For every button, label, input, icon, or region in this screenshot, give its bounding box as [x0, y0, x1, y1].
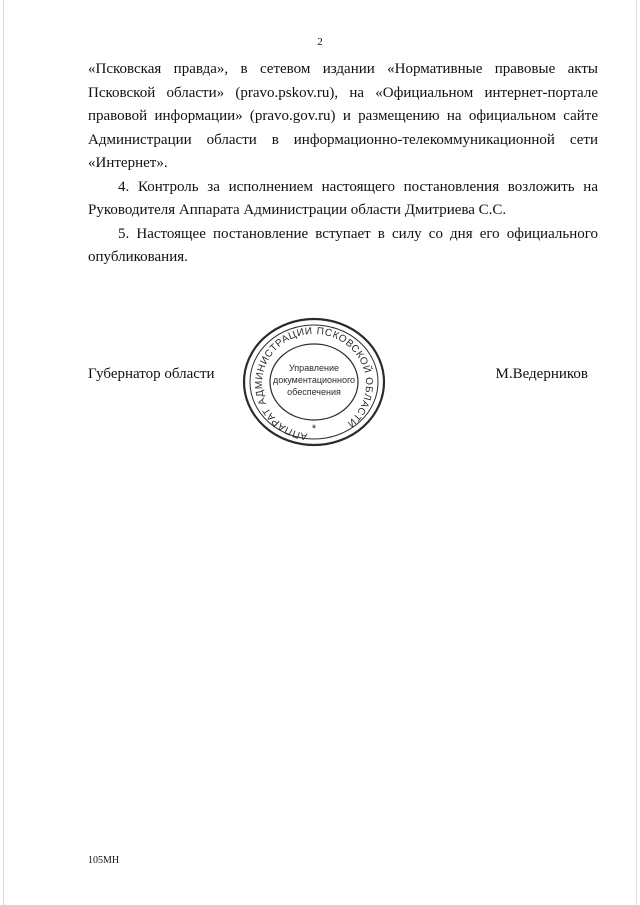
page-number: 2	[317, 36, 323, 48]
signatory-title: Губернатор области	[88, 366, 215, 382]
signatory-name: М.Ведерников	[495, 366, 588, 382]
paragraph-item-5: 5. Настоящее постановление вступает в силу со дня его официального опубликования.	[88, 225, 598, 265]
paragraph-item-4: 4. Контроль за исполнением настоящего постановления возложить на Руководителя Аппарата Администрации области Дмитриева С.С.	[88, 178, 598, 218]
stamp-inner-line-2: документационного	[272, 375, 356, 385]
stamp-ring-text-path: АППАРАТ АДМИНИСТРАЦИИ ПСКОВСКОЙ ОБЛАСТИ	[253, 325, 375, 442]
stamp-star: *	[311, 423, 317, 435]
scan-edge-right	[636, 0, 637, 905]
stamp-inner-line-1: Управление	[288, 363, 340, 373]
paragraph-publication: «Псковская правда», в сетевом издании «Нормативные правовые акты Псковской области» (pravo.pskov.ru), на «Официальном интернет-портале правовой информации» (pravo.gov.ru) и размещению на официальном сайте Администрации области в информационно-телекоммуникационной сети «Интернет».	[88, 61, 598, 171]
stamp-seal-graphic	[241, 316, 387, 448]
document-footer-code: 105МН	[88, 855, 120, 866]
official-stamp	[241, 316, 387, 448]
stamp-inner-line-3: обеспечения	[287, 387, 341, 397]
scan-edge-left	[3, 0, 4, 905]
document-body	[88, 58, 598, 270]
